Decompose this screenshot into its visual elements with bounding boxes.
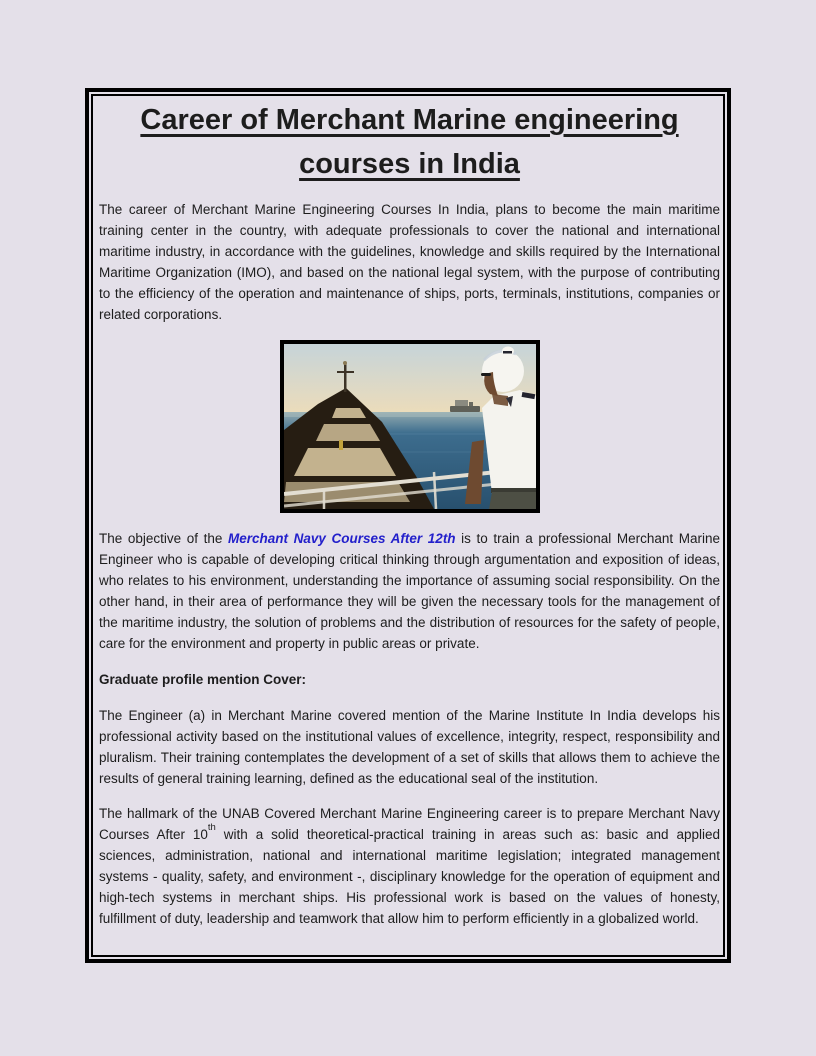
page-title-line-1: Career of Merchant Marine engineering [140, 104, 679, 136]
paragraph-engineer: The Engineer (a) in Merchant Marine covered mention of the Marine Institute In India develops his professional activity based on the institutional values of excellence, integrity, respect, responsibility and pluralism. Their training contemplates the development of a set of skills that allows them to achieve the results of general training learning, defined as the educational seal of the institution. [99, 707, 720, 786]
paragraph-objective [99, 529, 720, 654]
graduate-profile-heading: Graduate profile mention Cover: [99, 671, 307, 687]
paragraph-hallmark-part2: with a solid theoretical-practical training in areas such as: basic and applied sciences, administration, national and international maritime legislation; integrated management systems - quality, safety, and environment -, disciplinary knowledge for the operation of equipment and high-tech systems in merchant ships. His professional work is based on the values of honesty, fulfillment of duty, leadership and teamwork that allow him to perform efficiently in a globalized world. [99, 827, 720, 926]
page-title [99, 98, 720, 186]
paragraph-hallmark-part1: The hallmark of the UNAB Covered Merchant Marine Engineering career is to prepare Merchant Navy Courses After 10 [99, 806, 720, 843]
paragraph-intro: The career of Merchant Marine Engineering Courses In India, plans to become the main maritime training center in the country, with adequate professionals to cover the national and international maritime industry, in accordance with the guidelines, knowledge and skills required by the International Maritime Organization (IMO), and based on the national legal system, with the purpose of contributing to the efficiency of the operation and maintenance of ships, ports, terminals, institutions, companies or related corporations. [99, 202, 720, 322]
officer-ship-photo [280, 340, 540, 513]
page-title-line-2: courses in India [299, 148, 520, 180]
paragraph-objective-prefix: The objective of the [99, 531, 229, 547]
ordinal-superscript: th [207, 821, 216, 833]
merchant-navy-courses-link[interactable]: Merchant Navy Courses After 12th [228, 531, 456, 547]
content-frame-inner [91, 94, 725, 957]
officer-ship-photo-figure [99, 340, 720, 514]
officer-ship-photo-art [284, 344, 536, 509]
paragraph-objective-suffix: is to train a professional Merchant Marine Engineer who is capable of developing critical thinking through argumentation and exposition of ideas, who relates to his environment, understanding the importance of assuming social responsibility. On the other hand, in their area of performance they will be given the necessary tools for the management of the maritime industry, the solution of problems and the distribution of resources for the safety of people, care for the environment and property in public areas or private. [99, 531, 720, 651]
paragraph-hallmark [99, 804, 720, 929]
content-frame [85, 88, 731, 963]
